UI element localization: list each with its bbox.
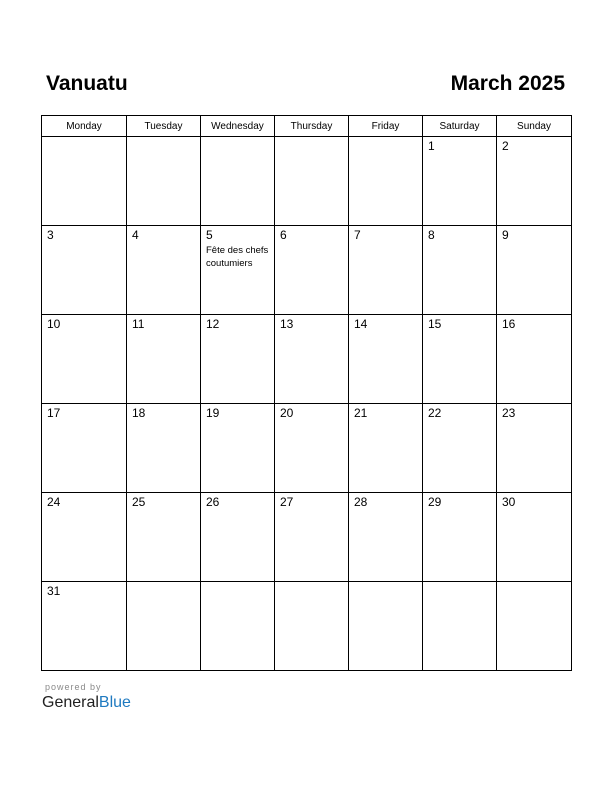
day-cell (275, 226, 349, 315)
week-row (42, 582, 572, 671)
day-number: 17 (47, 406, 61, 420)
month-year-title: March 2025 (450, 72, 565, 95)
day-cell (349, 404, 423, 493)
day-cell (42, 493, 127, 582)
day-number: 12 (206, 317, 220, 331)
week-row (42, 493, 572, 582)
day-cell (127, 493, 201, 582)
day-number: 18 (132, 406, 146, 420)
day-cell (349, 582, 423, 671)
day-number: 5 (206, 228, 213, 242)
day-cell (201, 137, 275, 226)
day-cell (275, 315, 349, 404)
day-number: 19 (206, 406, 220, 420)
week-row (42, 315, 572, 404)
day-cell (423, 493, 497, 582)
day-cell (497, 226, 572, 315)
day-cell (201, 315, 275, 404)
day-cell (497, 404, 572, 493)
weekday-header: Friday (349, 116, 423, 137)
weekday-header: Tuesday (127, 116, 201, 137)
day-cell (275, 493, 349, 582)
week-row (42, 137, 572, 226)
day-number: 29 (428, 495, 442, 509)
day-cell (497, 493, 572, 582)
day-cell (423, 315, 497, 404)
week-row (42, 404, 572, 493)
weekday-header: Saturday (423, 116, 497, 137)
day-cell (201, 404, 275, 493)
day-cell (349, 137, 423, 226)
day-number: 8 (428, 228, 435, 242)
day-cell (127, 582, 201, 671)
powered-by-text: powered by (45, 682, 102, 692)
day-cell (42, 582, 127, 671)
day-cell (349, 226, 423, 315)
day-cell (201, 582, 275, 671)
brand-general-text: General (42, 694, 99, 711)
day-cell (201, 493, 275, 582)
day-cell (42, 137, 127, 226)
day-number: 31 (47, 584, 61, 598)
day-cell (423, 582, 497, 671)
day-number: 3 (47, 228, 54, 242)
day-number: 9 (502, 228, 509, 242)
weekday-header-row (42, 116, 572, 137)
day-number: 20 (280, 406, 294, 420)
day-cell (349, 493, 423, 582)
day-number: 21 (354, 406, 368, 420)
day-number: 13 (280, 317, 294, 331)
day-number: 15 (428, 317, 442, 331)
weekday-header: Monday (42, 116, 127, 137)
day-cell (42, 315, 127, 404)
day-number: 14 (354, 317, 368, 331)
day-cell (127, 137, 201, 226)
day-number: 28 (354, 495, 368, 509)
day-cell (423, 226, 497, 315)
day-number: 26 (206, 495, 220, 509)
day-cell (127, 404, 201, 493)
day-number: 4 (132, 228, 139, 242)
calendar-grid (41, 115, 572, 671)
brand-blue-text: Blue (98, 694, 131, 711)
weekday-header: Sunday (497, 116, 572, 137)
day-number: 2 (502, 139, 509, 153)
day-number: 27 (280, 495, 294, 509)
day-cell (275, 137, 349, 226)
day-cell (497, 582, 572, 671)
day-number: 6 (280, 228, 287, 242)
day-cell (275, 404, 349, 493)
day-number: 16 (502, 317, 516, 331)
day-number: 10 (47, 317, 61, 331)
weekday-header: Thursday (275, 116, 349, 137)
day-cell (423, 404, 497, 493)
day-cell (497, 315, 572, 404)
day-number: 7 (354, 228, 361, 242)
week-row (42, 226, 572, 315)
day-cell (349, 315, 423, 404)
day-cell (42, 226, 127, 315)
day-cell (42, 404, 127, 493)
country-title: Vanuatu (46, 72, 128, 95)
day-cell (127, 226, 201, 315)
day-cell (275, 582, 349, 671)
day-number: 1 (428, 139, 435, 153)
day-cell (423, 137, 497, 226)
day-cell (127, 315, 201, 404)
day-cell (201, 226, 275, 315)
weekday-header: Wednesday (201, 116, 275, 137)
day-number: 25 (132, 495, 146, 509)
generalblue-logo[interactable] (42, 694, 131, 712)
holiday-label: Fête des chefs coutumiers (206, 245, 269, 269)
day-number: 11 (132, 317, 145, 331)
day-number: 23 (502, 406, 516, 420)
day-number: 22 (428, 406, 442, 420)
day-number: 24 (47, 495, 61, 509)
day-cell (497, 137, 572, 226)
day-number: 30 (502, 495, 516, 509)
